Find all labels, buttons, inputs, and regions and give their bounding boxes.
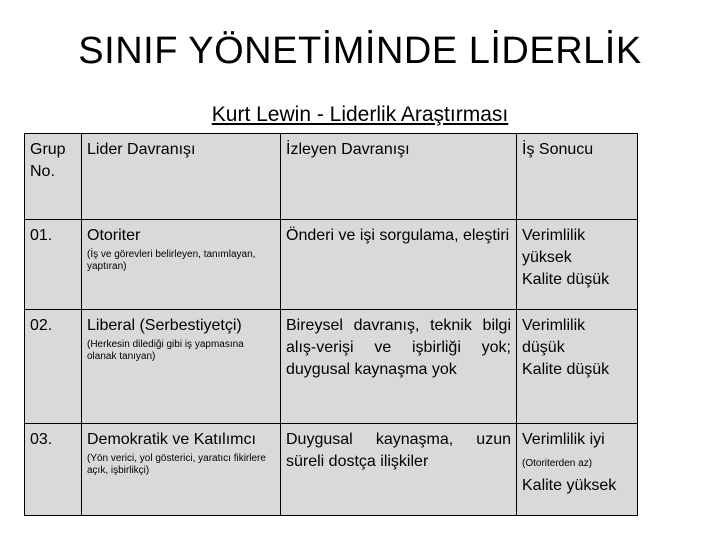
leader-note: (Herkesin dilediği gibi iş yapmasına olanak tanıyan)	[87, 339, 244, 362]
leader-type: Otoriter	[87, 227, 141, 244]
table-header-row	[25, 134, 637, 220]
header-follower-behavior: İzleyen Davranışı	[281, 134, 517, 219]
result-productivity	[522, 429, 632, 475]
group-no: 01.	[25, 220, 82, 309]
leader-type: Liberal (Serbestiyetçi)	[87, 317, 242, 334]
table-row	[25, 220, 637, 310]
leader-type: Demokratik ve Katılımcı	[87, 431, 256, 448]
result-quality: Kalite düşük	[522, 361, 610, 378]
follower-behavior: Önderi ve işi sorgulama, eleştiri	[281, 220, 517, 309]
group-no: 02.	[25, 310, 82, 423]
leader-note: (İş ve görevleri belirleyen, tanımlayan, yaptıran)	[87, 249, 256, 272]
table-row	[25, 310, 637, 424]
leader-note: (Yön verici, yol gösterici, yaratıcı fikirlere açık, işbirlikçi)	[87, 453, 266, 476]
leader-behavior	[82, 310, 281, 423]
leadership-table	[24, 133, 638, 516]
leader-behavior	[82, 220, 281, 309]
header-group-no: Grup No.	[25, 134, 82, 219]
follower-behavior: Duygusal kaynaşma, uzun süreli dostça ilişkiler	[281, 424, 517, 515]
subtitle-text: Kurt Lewin - Liderlik Araştırması	[211, 103, 509, 126]
work-result	[517, 220, 637, 309]
result-productivity: Verimlilik yüksek	[522, 227, 586, 266]
follower-behavior: Bireysel davranış, teknik bilgi alış-verişi ve işbirliği yok; duygusal kaynaşma yok	[281, 310, 517, 423]
table-row	[25, 424, 637, 515]
page-title: SINIF YÖNETİMİNDE LİDERLİK	[78, 30, 642, 72]
result-quality: Kalite yüksek	[522, 477, 617, 494]
header-work-result: İş Sonucu	[522, 141, 594, 158]
result-note: (Otoriterden az)	[522, 458, 593, 469]
result-quality: Kalite düşük	[522, 271, 610, 288]
header-leader-behavior: Lider Davranışı	[82, 134, 281, 219]
page-subtitle	[0, 102, 720, 128]
work-result	[517, 424, 637, 515]
result-productivity: Verimlilik düşük	[522, 317, 586, 356]
leader-behavior	[82, 424, 281, 515]
work-result	[517, 310, 637, 423]
group-no: 03.	[25, 424, 82, 515]
result-productivity-text: Verimlilik iyi	[522, 431, 605, 448]
